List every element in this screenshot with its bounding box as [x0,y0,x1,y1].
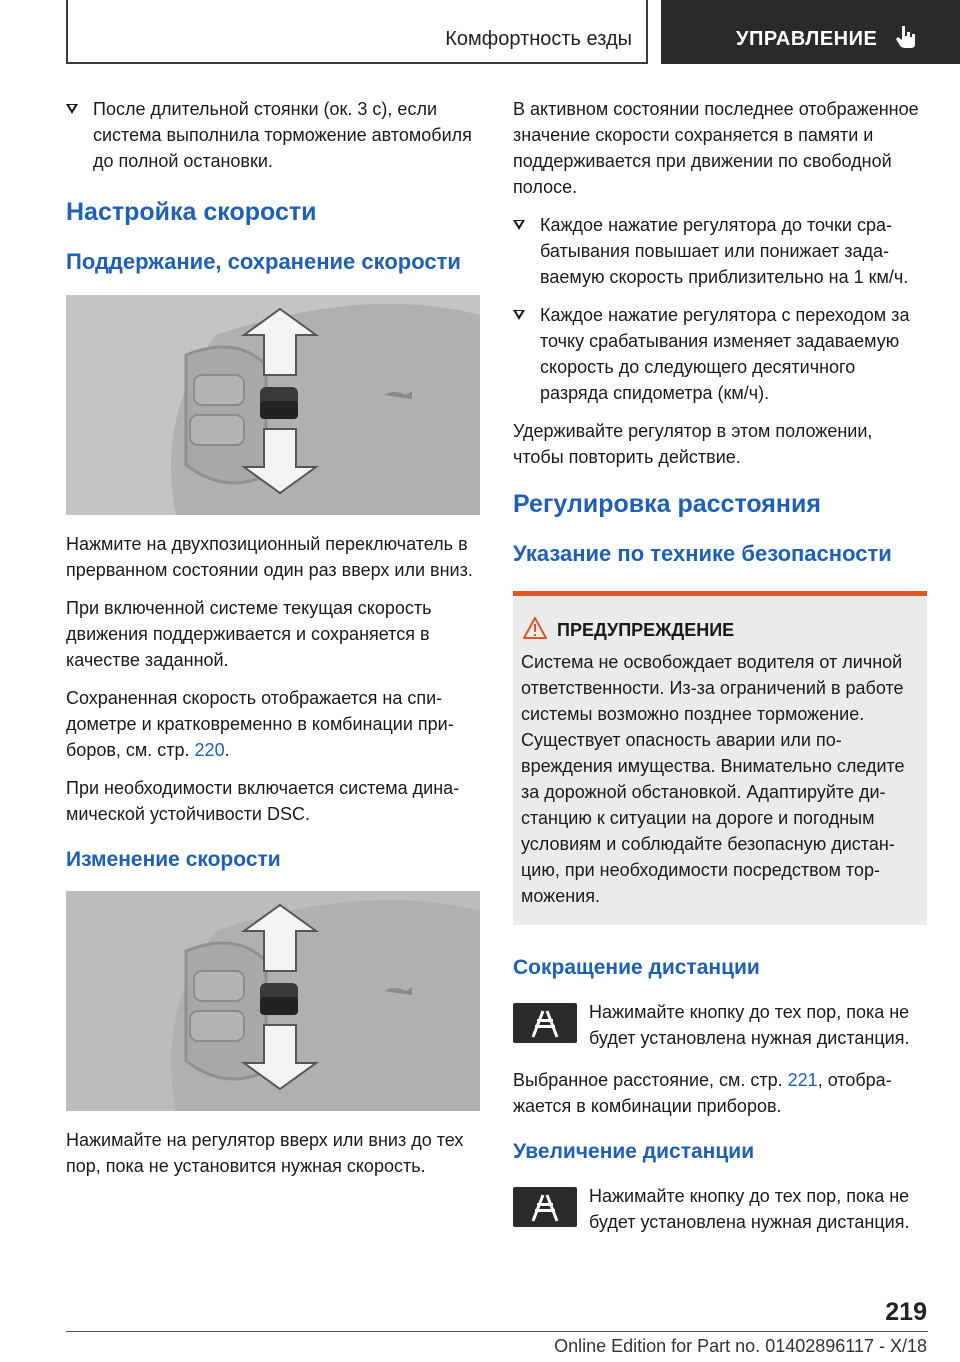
heading-hold-speed: Поддержание, сохранение скорости [66,249,461,274]
bullet-text: Каждое нажатие регулятора до точки срабатывания повышает или понижает задаваемую скорость приблизительно на 1 км/ч. [540,215,909,287]
left-column [66,96,480,1191]
page-link-220[interactable]: 220 [194,740,225,760]
paragraph: Выбранное расстояние, см. стр. 221, отображается в комбинации приборов. [513,1070,892,1116]
paragraph: Сохраненная скорость отображается на спидометре и кратковременно в комбинации приборов, см. стр. 220. [66,688,454,760]
bullet-triangle-icon [513,310,525,320]
distance-button-icon [513,1003,577,1043]
decrease-distance-row [513,999,927,1051]
list-item [66,96,480,174]
heading-safety-note: Указание по технике безопасности [513,541,892,566]
hand-pointer-icon [893,24,919,50]
paragraph: Нажмите на двухпозиционный переключатель в прерванном состоянии один раз вверх или вниз. [66,534,473,580]
heading-distance-adjust: Регулировка расстояния [513,490,821,518]
steering-wheel-regulator-photo [66,891,480,1111]
header-chapter-tab [661,0,960,64]
button-description: Нажимайте кнопку до тех пор, пока не будет установлена нужная дистанция. [589,1186,910,1232]
heading-increase-distance: Увеличение дистанции [513,1140,755,1163]
button-description: Нажимайте кнопку до тех пор, пока не будет установлена нужная дистанция. [589,1002,910,1048]
bullet-triangle-icon [66,104,78,114]
list-item [513,212,927,290]
heading-change-speed: Изменение скорости [66,848,281,871]
paragraph: В активном состоянии последнее отображенное значение скорости сохраняется в памяти и поддерживается при движении по свободной полосе. [513,99,919,197]
heading-speed-setting: Настройка скорости [66,198,317,226]
list-item [513,302,927,406]
distance-button-icon [513,1187,577,1227]
edition-note: Online Edition for Part no. 01402896117 - X/18 [554,1336,927,1356]
warning-box [513,591,927,925]
paragraph: Нажимайте на регулятор вверх или вниз до тех пор, пока не установится нужная скорость. [66,1130,464,1176]
header-chapter-label: УПРАВЛЕНИЕ [736,28,878,50]
right-column [513,96,927,1251]
warning-text: Система не освобождает водителя от личной ответственности. Из-за ограничений в работе системы возможно позднее торможение. Существует опасность аварии или повреждения имущества. Внимательно следите за дорожной обстановкой. Адаптируйте дистанцию к ситуации на дороге и погодным условиям и соблюдайте безопасную дистанцию, при необходимости посредством торможения. [521,652,905,906]
heading-decrease-distance: Сокращение дистанции [513,956,760,979]
footer-divider [66,1331,928,1332]
paragraph: При включенной системе текущая скорость движения поддерживается и сохраняется в качестве заданной. [66,598,432,670]
warning-triangle-icon [523,617,547,639]
page-link-221[interactable]: 221 [787,1070,818,1090]
bullet-triangle-icon [513,220,525,230]
header-section-label: Комфортность езды [445,28,632,50]
page-number: 219 [885,1298,927,1326]
increase-distance-row [513,1183,927,1235]
header-section-tab [66,0,648,64]
warning-title: ПРЕДУПРЕЖДЕНИЕ [557,620,919,641]
bullet-text: После длительной стоянки (ок. 3 с), если система выполнила торможение автомобиля до полной остановки. [93,99,472,171]
paragraph: Удерживайте регулятор в этом положении, чтобы повторить действие. [513,421,873,467]
steering-wheel-switch-photo [66,295,480,515]
bullet-text: Каждое нажатие регулятора с переходом за точку срабатывания изменяет задаваемую скорость до следующего десятичного разряда спидометра (км/ч). [540,305,910,403]
paragraph: При необходимости включается система динамической устойчивости DSC. [66,778,460,824]
